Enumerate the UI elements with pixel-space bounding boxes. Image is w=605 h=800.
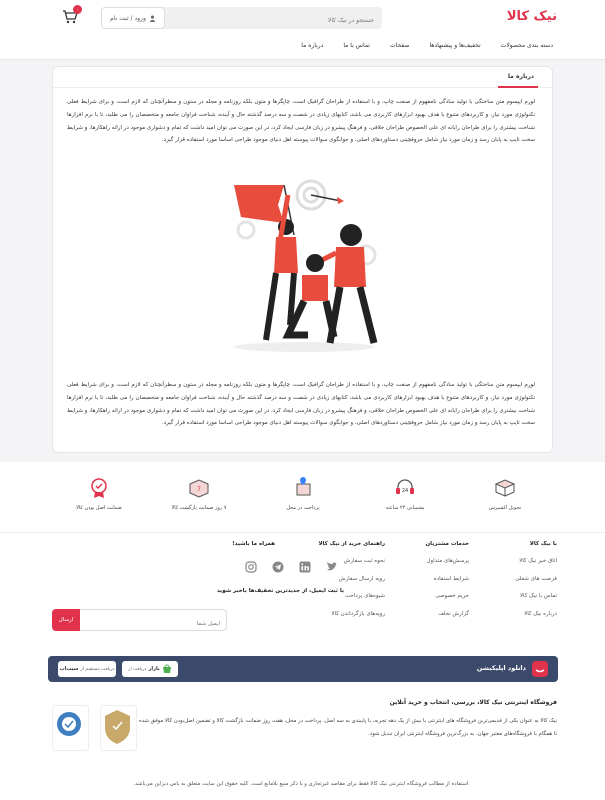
samandehi-badge[interactable] <box>100 705 137 751</box>
feature-express: تحویل اکسپرس <box>465 476 545 511</box>
bazaar-download-button[interactable]: بازار دریافت از <box>122 661 178 677</box>
svg-text:24: 24 <box>401 488 409 494</box>
footer-about-title: فروشگاه اینترنتی نیک کالا، بررسی، انتخاب و خرید آنلاین <box>389 699 557 706</box>
login-button[interactable] <box>101 7 165 29</box>
footer-col-services: خدمات مشتریان پرسش‌های متداول شرایط استفاده حریم خصوصی گزارش تخلف <box>425 541 469 617</box>
cash-on-delivery-icon <box>291 476 315 500</box>
app-download-title: دانلود اپلیکیشن <box>476 664 526 672</box>
about-paragraph-2: لورم ایپسوم متن ساختگی با تولید سادگی نامفهوم از صنعت چاپ، و با استفاده از طراحان گرافیک است، چاپگرها و متون بلکه روزنامه و مجله در ستون و سطرآنچنان که لازم است، و برای شرایط فعلی تکنولوژی مورد نیاز، و کاربردهای متنوع با هدف بهبود ابزارهای کاربردی می باشد، کتابهای زیادی در شصت و سه درصد گذشته حال و آینده، شناخت فراوان جامعه و متخصصان را می طلبد، تا با نرم افزارها شناخت بیشتری را برای طراحان رایانه ای علی الخصوص طراحان خلاقی، و فرهنگ پیشرو در زبان فارسی ایجاد کرد، در این صورت می توان امید داشت که تمام و دشواری موجود در ارائه راهکارها، و شرایط سخت تایپ به پایان رسد و زمان مورد نیاز شامل حروفچینی دستاوردهای اصلی، و جوابگوی سوالات پیوسته اهل دنیای موجود طراحی اساسا مورد استفاده قرار گیرد. <box>67 382 535 427</box>
svg-text:7: 7 <box>197 486 201 493</box>
search-input[interactable] <box>139 10 382 32</box>
footer-link[interactable]: درباره نیک کالا <box>524 610 557 617</box>
cart-count-badge: ۰ <box>73 5 82 14</box>
main-nav <box>301 42 553 49</box>
site-logo[interactable]: نیک کالا <box>506 9 557 24</box>
feature-return: 7 ۷ روز ضمانت بازگشت کالا <box>159 476 239 511</box>
footer-link[interactable]: شیوه‌های پرداخت <box>345 593 385 599</box>
support-headset-icon <box>393 476 417 500</box>
copyright-text: استفاده از مطالب فروشگاه اینترنتی نیک کالا فقط برای مقاصد غیرتجاری و با ذکر منبع بلامانع است. کلیه حقوق این سایت متعلق به باس دیزاین می‌باشد. <box>133 781 469 787</box>
social-links <box>245 561 338 573</box>
nav-item-about[interactable]: درباره ما <box>301 42 324 49</box>
nav-item-pages[interactable]: صفحات <box>389 42 410 49</box>
feature-support: 24 پشتیبانی ۲۴ ساعته <box>365 476 445 511</box>
footer-link[interactable]: اتاق خبر نیک کالا <box>519 558 557 564</box>
about-card <box>52 66 553 453</box>
footer-social: همراه ما باشید! <box>232 541 275 547</box>
twitter-icon[interactable] <box>326 561 338 573</box>
feature-original: ضمانت اصل بودن کالا <box>59 476 139 511</box>
page-title: درباره ما <box>507 73 534 80</box>
enamad-seal-icon <box>51 706 88 752</box>
telegram-icon[interactable] <box>272 561 284 573</box>
original-guarantee-icon <box>87 476 111 500</box>
footer-link[interactable]: نحوه ثبت سفارش <box>343 558 385 564</box>
linkedin-icon[interactable] <box>299 561 311 573</box>
search-box <box>139 7 382 29</box>
footer-col-nikkala: با نیک کالا اتاق خبر نیک کالا فرصت های شغلی تماس با نیک کالا درباره نیک کالا <box>515 541 557 617</box>
header-divider <box>0 59 605 60</box>
nav-item-categories[interactable]: دسته بندی محصولات <box>500 42 553 49</box>
footer-about-text: نیک کالا به عنوان یکی از قدیمی‌ترین فروشگاه های اینترنتی با بیش از یک دهه تجربه، با پایبندی به سه اصل، پرداخت در محل، هفت روز ضمانت بازگشت کالا و تضمین اصل‌بودن کالا موفق شده تا همگام با فروشگاه‌های معتبر جهان، به بزرگ‌ترین فروشگاه اینترنتی ایران تبدیل شود. <box>139 718 557 737</box>
enamad-badge[interactable] <box>52 705 89 751</box>
feature-cod: پرداخت در محل <box>263 476 343 511</box>
user-icon <box>149 15 156 22</box>
return-box-icon <box>187 476 211 500</box>
footer-col-guide: راهنمای خرید از نیک کالا نحوه ثبت سفارش رویه ارسال سفارش شیوه‌های پرداخت رویه‌های بازگرداندن کالا <box>318 541 385 617</box>
sibapp-download-button[interactable]: دریافت مستقیم از سیب‌اپ <box>58 661 116 677</box>
site-header <box>0 0 605 60</box>
footer-link[interactable]: شرایط استفاده <box>433 575 469 582</box>
site-footer <box>0 532 605 800</box>
app-download-bar <box>48 656 558 682</box>
samandehi-seal-icon <box>99 706 136 752</box>
nav-item-offers[interactable]: تخفیف‌ها و پیشنهادها <box>429 42 481 49</box>
instagram-icon[interactable] <box>245 561 257 573</box>
subscribe-button[interactable]: ارسال <box>52 609 80 631</box>
teamwork-illustration <box>216 175 396 357</box>
subscribe-title: با ثبت ایمیل، از جدیدترین تخفیف‌ها باخبر شوید <box>217 588 345 594</box>
truck-icon <box>493 476 517 500</box>
features-strip <box>0 462 605 532</box>
card-divider <box>53 87 552 88</box>
footer-link[interactable]: گزارش تخلف <box>438 610 469 617</box>
cart-button[interactable] <box>60 6 79 27</box>
footer-link[interactable]: حریم خصوصی <box>435 593 469 599</box>
footer-link[interactable]: رویه‌های بازگرداندن کالا <box>331 610 385 617</box>
footer-link[interactable]: پرسش‌های متداول <box>426 558 469 564</box>
nav-item-contact[interactable]: تماس با ما <box>343 42 370 49</box>
footer-link[interactable]: تماس با نیک کالا <box>519 593 557 599</box>
footer-link[interactable]: رویه ارسال سفارش <box>338 575 385 582</box>
bazaar-bag-icon <box>162 664 172 674</box>
about-paragraph-1: لورم ایپسوم متن ساختگی با تولید سادگی نامفهوم از صنعت چاپ، و با استفاده از طراحان گرافیک است، چاپگرها و متون بلکه روزنامه و مجله در ستون و سطرآنچنان که لازم است، و برای شرایط فعلی تکنولوژی مورد نیاز، و کاربردهای متنوع با هدف بهبود ابزارهای کاربردی می باشد، کتابهای زیادی در شصت و سه درصد گذشته حال و آینده، شناخت فراوان جامعه و متخصصان را می طلبد، تا با نرم افزارها شناخت بیشتری را برای طراحان رایانه ای علی الخصوص طراحان خلاقی، و فرهنگ پیشرو در زبان فارسی ایجاد کرد، در این صورت می توان امید داشت که تمام و دشواری موجود در ارائه راهکارها، و شرایط سخت تایپ به پایان رسد و زمان مورد نیاز شامل حروفچینی دستاوردهای اصلی، و جوابگوی سوالات پیوسته اهل دنیای موجود طراحی اساسا مورد استفاده قرار گیرد. <box>67 99 535 144</box>
title-underline <box>498 86 538 88</box>
login-label: ورود / ثبت نام <box>110 14 146 22</box>
footer-link[interactable]: فرصت های شغلی <box>515 575 557 582</box>
app-logo-icon <box>532 661 548 677</box>
